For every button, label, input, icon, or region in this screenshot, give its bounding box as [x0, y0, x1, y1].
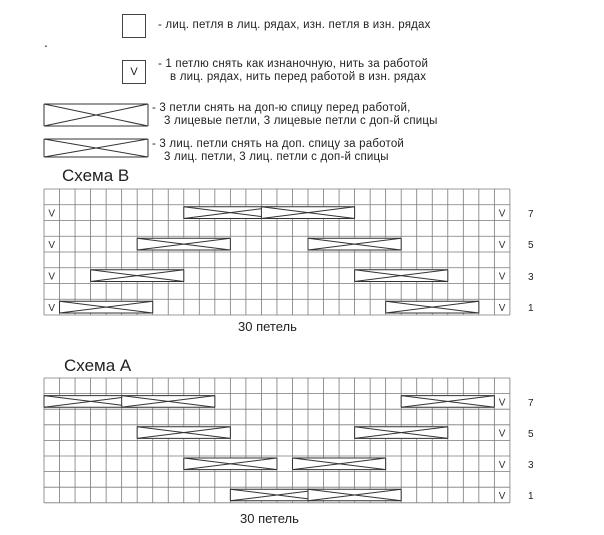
- scheme-a-slip-mark-1: V: [498, 459, 506, 471]
- scheme-b-slip-mark-5: V: [498, 271, 506, 283]
- legend-cable-front-text-2: 3 лицевые петли, 3 лицевые петли с доп-й спицы: [164, 115, 438, 127]
- scheme-a-title: Схема А: [64, 356, 132, 375]
- scheme-b-slip-mark-1: V: [48, 271, 56, 283]
- scheme-b-title: Схема B: [62, 166, 130, 185]
- scheme-b-slip-mark-7: V: [498, 208, 506, 220]
- scheme-b-slip-mark-6: V: [498, 240, 506, 252]
- scheme-b-row-5: 5: [528, 240, 534, 251]
- legend-slip-text-1: - 1 петлю снять как изнаночную, нить за работой: [158, 58, 429, 70]
- scheme-a-row-5: 5: [528, 429, 534, 440]
- scheme-b-slip-mark-4: V: [498, 303, 506, 315]
- scheme-b-stitch-count: 30 петель: [238, 319, 297, 334]
- legend-knit-text: - лиц. петля в лиц. рядах, изн. петля в изн. рядах: [158, 19, 431, 31]
- scheme-b-slip-mark-0: V: [48, 303, 56, 315]
- scheme-b-slip-mark-3: V: [48, 208, 56, 220]
- legend-slip-text-2: в лиц. рядах, нить перед работой в изн. рядах: [170, 71, 427, 83]
- scheme-a-stitch-count: 30 петель: [240, 511, 299, 526]
- scheme-a-slip-mark-3: V: [498, 397, 506, 409]
- scheme-a-slip-mark-2: V: [498, 428, 506, 440]
- legend-cable-front-text-1: - 3 петли снять на доп-ю спицу перед работой,: [152, 102, 411, 114]
- scheme-a-slip-mark-0: V: [498, 491, 506, 502]
- slip-v-glyph: V: [130, 66, 138, 78]
- scheme-a-row-1: 1: [528, 491, 534, 502]
- scheme-b-row-1: 1: [528, 303, 534, 314]
- scheme-b-slip-mark-2: V: [48, 240, 56, 252]
- scheme-b-row-7: 7: [528, 209, 534, 220]
- scheme-a-row-7: 7: [528, 398, 534, 409]
- legend-dot: .: [44, 34, 49, 50]
- legend-cable-back-text-2: 3 лиц. петли, 3 лиц. петли с доп-й спицы: [164, 151, 389, 163]
- scheme-a-row-3: 3: [528, 460, 534, 471]
- scheme-b-row-3: 3: [528, 272, 534, 283]
- legend-cable-back-text-1: - 3 лиц. петли снять на доп. спицу за работой: [152, 138, 405, 150]
